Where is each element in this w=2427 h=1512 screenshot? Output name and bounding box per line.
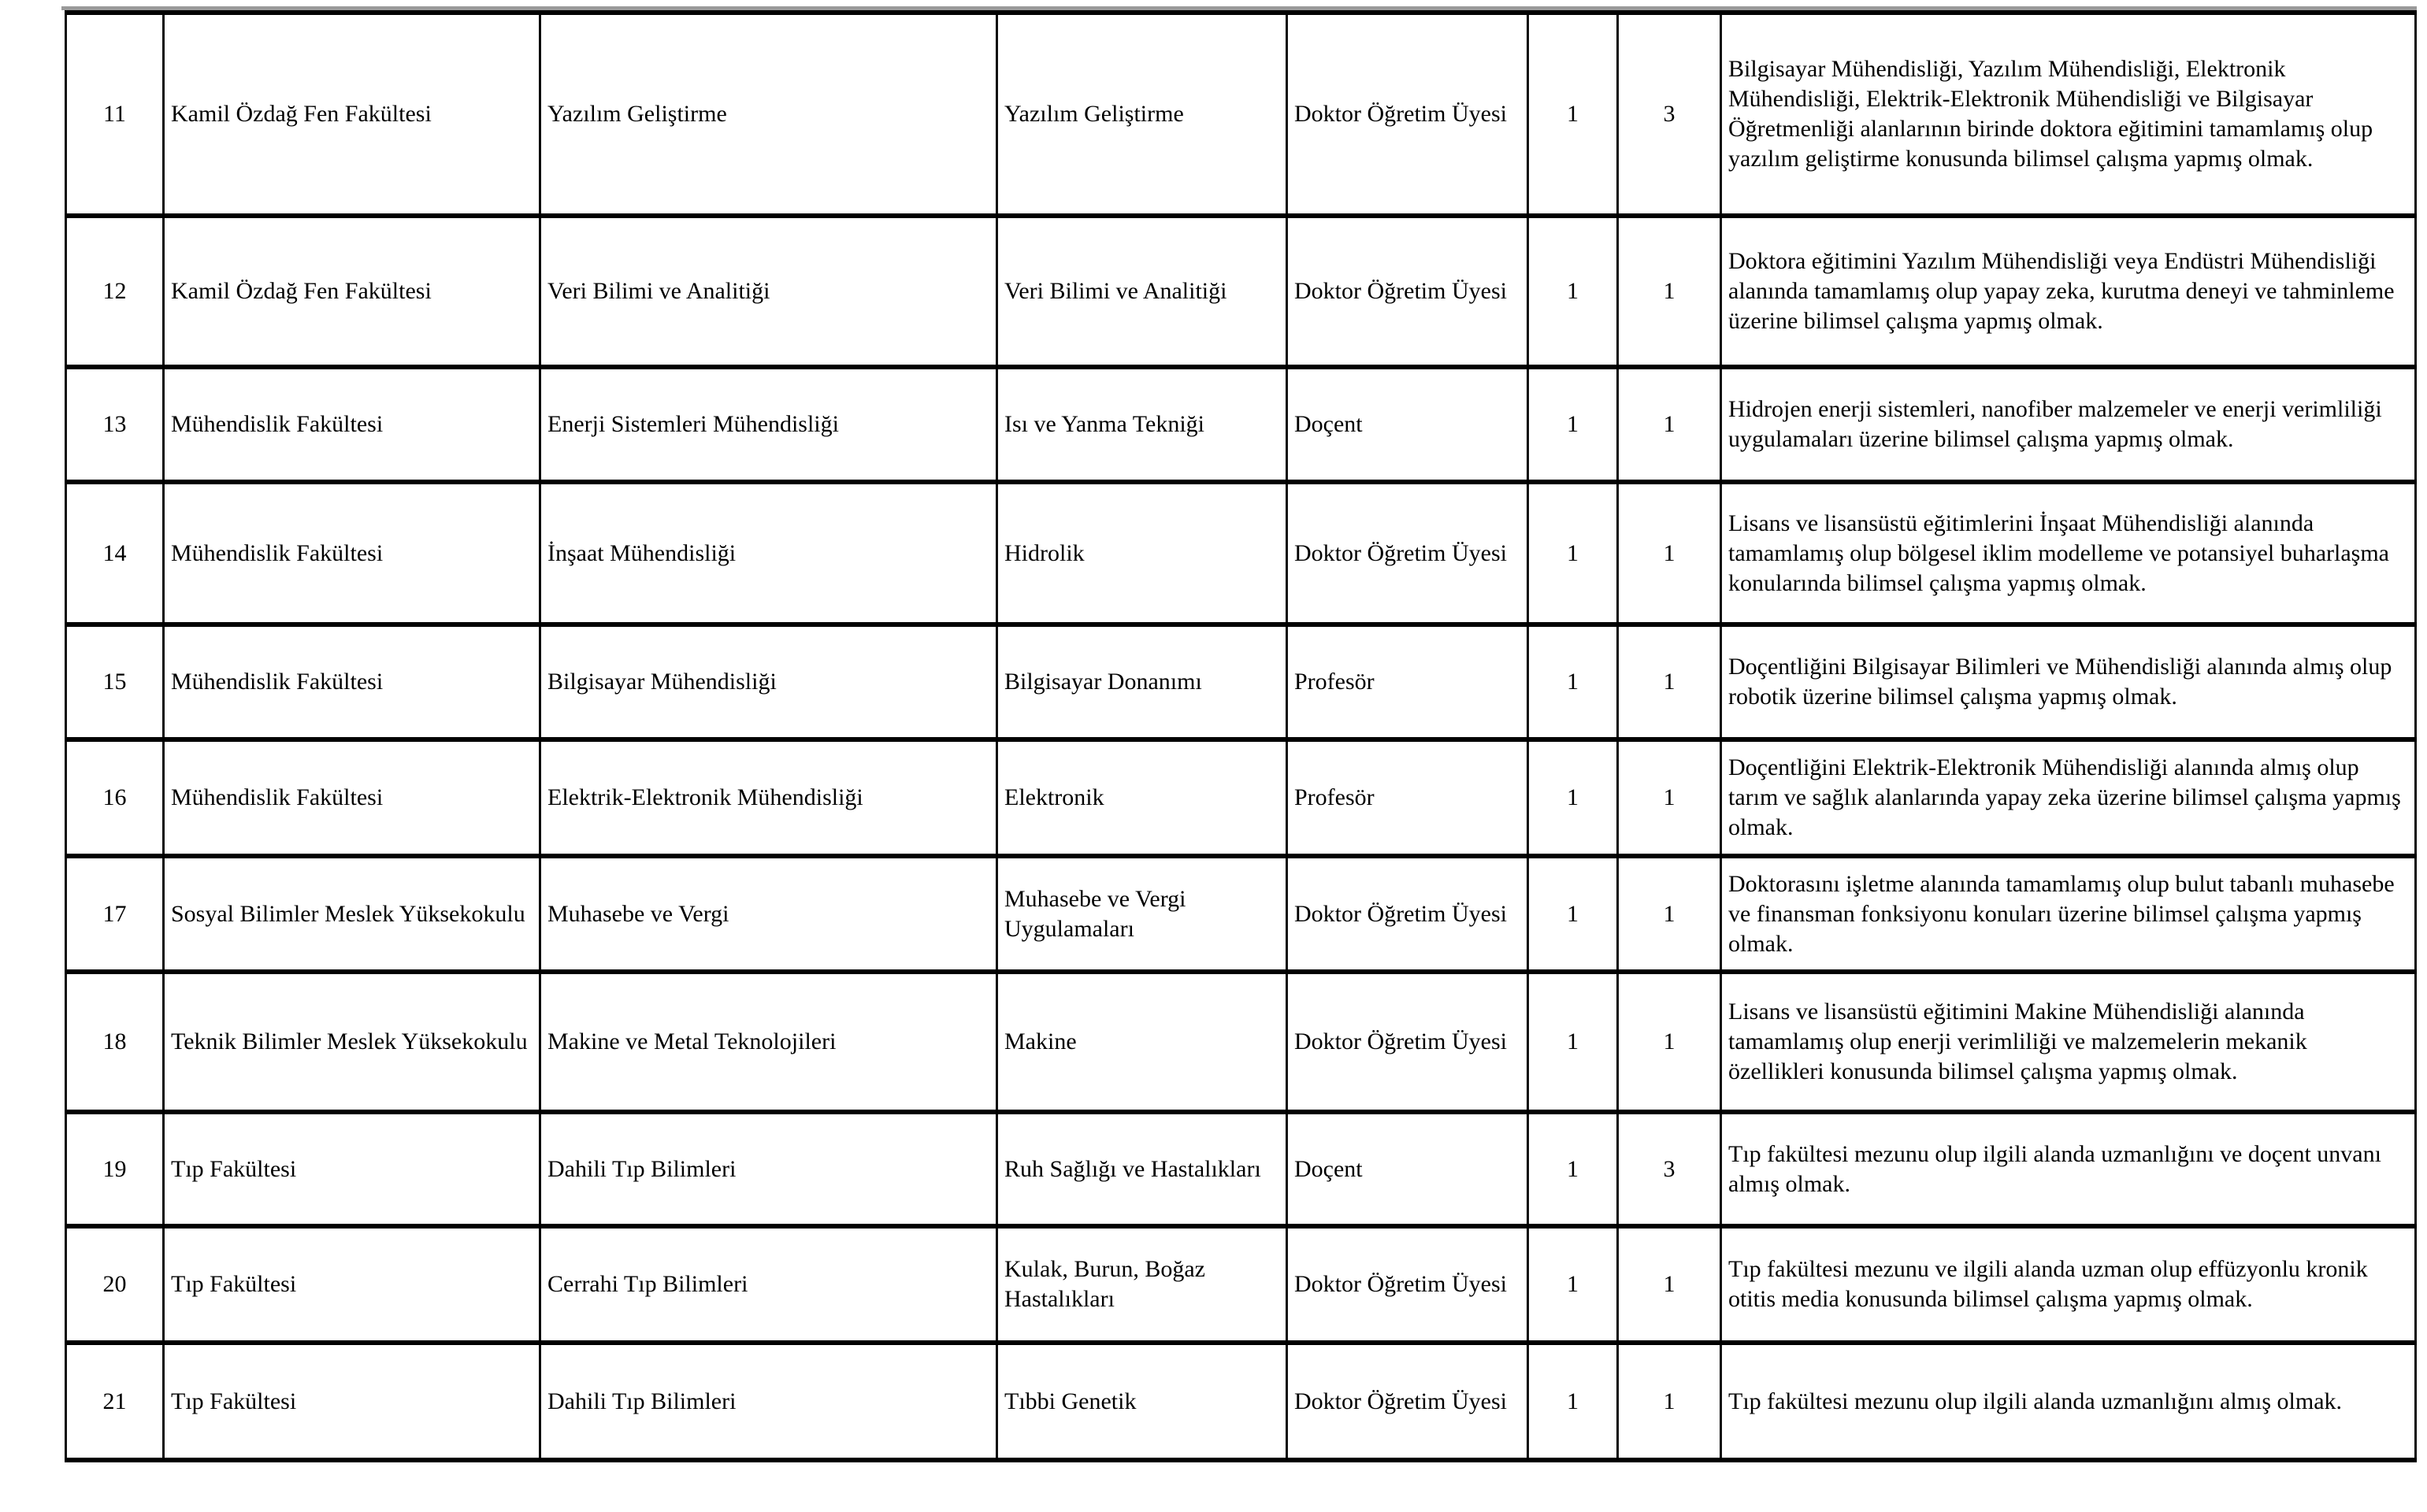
row-number-cell: 15: [66, 624, 164, 739]
department-cell: Cerrahi Tıp Bilimleri: [540, 1226, 997, 1343]
program-cell: Makine: [997, 972, 1287, 1112]
program-cell: Yazılım Geliştirme: [997, 13, 1287, 216]
count-cell-2: 1: [1618, 972, 1721, 1112]
requirements-cell: Doçentliğini Bilgisayar Bilimleri ve Mühendisliği alanında almış olup robotik üzerine bilimsel çalışma yapmış olmak.: [1721, 624, 2416, 739]
count-cell-1: 1: [1528, 624, 1618, 739]
requirements-cell: Tıp fakültesi mezunu ve ilgili alanda uzman olup effüzyonlu kronik otitis media konusunda bilimsel çalışma yapmış olmak.: [1721, 1226, 2416, 1343]
faculty-cell: Tıp Fakültesi: [164, 1343, 540, 1460]
program-cell: Kulak, Burun, Boğaz Hastalıkları: [997, 1226, 1287, 1343]
program-cell: Ruh Sağlığı ve Hastalıkları: [997, 1112, 1287, 1226]
count-cell-1: 1: [1528, 13, 1618, 216]
program-cell: Veri Bilimi ve Analitiği: [997, 216, 1287, 367]
count-cell-2: 1: [1618, 482, 1721, 624]
count-cell-1: 1: [1528, 1112, 1618, 1226]
department-cell: Makine ve Metal Teknolojileri: [540, 972, 997, 1112]
title-cell: Doktor Öğretim Üyesi: [1287, 1343, 1528, 1460]
row-number-cell: 12: [66, 216, 164, 367]
title-cell: Doktor Öğretim Üyesi: [1287, 972, 1528, 1112]
department-cell: Yazılım Geliştirme: [540, 13, 997, 216]
faculty-cell: Teknik Bilimler Meslek Yüksekokulu: [164, 972, 540, 1112]
count-cell-1: 1: [1528, 1343, 1618, 1460]
faculty-cell: Kamil Özdağ Fen Fakültesi: [164, 216, 540, 367]
count-cell-2: 3: [1618, 13, 1721, 216]
program-cell: Elektronik: [997, 739, 1287, 856]
faculty-cell: Tıp Fakültesi: [164, 1112, 540, 1226]
requirements-cell: Doçentliğini Elektrik-Elektronik Mühendisliği alanında almış olup tarım ve sağlık alanlarında yapay zeka üzerine bilimsel çalışma yapmış olmak.: [1721, 739, 2416, 856]
requirements-cell: Doktorasını işletme alanında tamamlamış olup bulut tabanlı muhasebe ve finansman fonksiyonu konuları üzerine bilimsel çalışma yapmış olmak.: [1721, 856, 2416, 972]
requirements-cell: Doktora eğitimini Yazılım Mühendisliği veya Endüstri Mühendisliği alanında tamamlamış olup yapay zeka, kurutma deneyi ve tahminleme üzerine bilimsel çalışma yapmış olmak.: [1721, 216, 2416, 367]
count-cell-2: 1: [1618, 739, 1721, 856]
table-row: [66, 367, 2416, 482]
academic-positions-table: [65, 10, 2417, 1462]
row-number-cell: 16: [66, 739, 164, 856]
row-number-cell: 18: [66, 972, 164, 1112]
department-cell: Muhasebe ve Vergi: [540, 856, 997, 972]
department-cell: Enerji Sistemleri Mühendisliği: [540, 367, 997, 482]
requirements-cell: Hidrojen enerji sistemleri, nanofiber malzemeler ve enerji verimliliği uygulamaları üzerine bilimsel çalışma yapmış olmak.: [1721, 367, 2416, 482]
title-cell: Doktor Öğretim Üyesi: [1287, 856, 1528, 972]
row-number-cell: 19: [66, 1112, 164, 1226]
count-cell-2: 1: [1618, 1343, 1721, 1460]
table-row: [66, 216, 2416, 367]
table-row: [66, 1226, 2416, 1343]
table-row: [66, 13, 2416, 216]
row-number-cell: 20: [66, 1226, 164, 1343]
requirements-cell: Tıp fakültesi mezunu olup ilgili alanda uzmanlığını almış olmak.: [1721, 1343, 2416, 1460]
count-cell-1: 1: [1528, 972, 1618, 1112]
table-row: [66, 1343, 2416, 1460]
faculty-cell: Mühendislik Fakültesi: [164, 482, 540, 624]
faculty-cell: Kamil Özdağ Fen Fakültesi: [164, 13, 540, 216]
requirements-cell: Lisans ve lisansüstü eğitimini Makine Mühendisliği alanında tamamlamış olup enerji verimliliği ve malzemelerin mekanik özellikleri konusunda bilimsel çalışma yapmış olmak.: [1721, 972, 2416, 1112]
requirements-cell: Lisans ve lisansüstü eğitimlerini İnşaat Mühendisliği alanında tamamlamış olup bölgesel iklim modelleme ve potansiyel buharlaşma konularında bilimsel çalışma yapmış olmak.: [1721, 482, 2416, 624]
department-cell: Elektrik-Elektronik Mühendisliği: [540, 739, 997, 856]
department-cell: Veri Bilimi ve Analitiği: [540, 216, 997, 367]
department-cell: Dahili Tıp Bilimleri: [540, 1343, 997, 1460]
title-cell: Doçent: [1287, 367, 1528, 482]
table-body: [66, 13, 2416, 1460]
title-cell: Profesör: [1287, 624, 1528, 739]
count-cell-1: 1: [1528, 482, 1618, 624]
table-row: [66, 856, 2416, 972]
count-cell-2: 1: [1618, 1226, 1721, 1343]
faculty-cell: Mühendislik Fakültesi: [164, 367, 540, 482]
requirements-cell: Tıp fakültesi mezunu olup ilgili alanda uzmanlığını ve doçent unvanı almış olmak.: [1721, 1112, 2416, 1226]
program-cell: Tıbbi Genetik: [997, 1343, 1287, 1460]
count-cell-1: 1: [1528, 367, 1618, 482]
title-cell: Doktor Öğretim Üyesi: [1287, 13, 1528, 216]
count-cell-1: 1: [1528, 1226, 1618, 1343]
table-row: [66, 1112, 2416, 1226]
faculty-cell: Sosyal Bilimler Meslek Yüksekokulu: [164, 856, 540, 972]
count-cell-2: 1: [1618, 367, 1721, 482]
table-row: [66, 624, 2416, 739]
table-row: [66, 482, 2416, 624]
table-row: [66, 739, 2416, 856]
title-cell: Doktor Öğretim Üyesi: [1287, 216, 1528, 367]
row-number-cell: 17: [66, 856, 164, 972]
count-cell-2: 1: [1618, 856, 1721, 972]
row-number-cell: 13: [66, 367, 164, 482]
count-cell-2: 1: [1618, 624, 1721, 739]
row-number-cell: 14: [66, 482, 164, 624]
program-cell: Hidrolik: [997, 482, 1287, 624]
title-cell: Doktor Öğretim Üyesi: [1287, 1226, 1528, 1343]
table-row: [66, 972, 2416, 1112]
title-cell: Profesör: [1287, 739, 1528, 856]
title-cell: Doktor Öğretim Üyesi: [1287, 482, 1528, 624]
faculty-cell: Tıp Fakültesi: [164, 1226, 540, 1343]
department-cell: Dahili Tıp Bilimleri: [540, 1112, 997, 1226]
count-cell-1: 1: [1528, 739, 1618, 856]
requirements-cell: Bilgisayar Mühendisliği, Yazılım Mühendisliği, Elektronik Mühendisliği, Elektrik-Elektronik Mühendisliği ve Bilgisayar Öğretmenliği alanlarının birinde doktora eğitimini tamamlamış olup yazılım geliştirme konusunda bilimsel çalışma yapmış olmak.: [1721, 13, 2416, 216]
title-cell: Doçent: [1287, 1112, 1528, 1226]
faculty-cell: Mühendislik Fakültesi: [164, 739, 540, 856]
department-cell: Bilgisayar Mühendisliği: [540, 624, 997, 739]
program-cell: Isı ve Yanma Tekniği: [997, 367, 1287, 482]
count-cell-2: 3: [1618, 1112, 1721, 1226]
row-number-cell: 21: [66, 1343, 164, 1460]
row-number-cell: 11: [66, 13, 164, 216]
program-cell: Bilgisayar Donanımı: [997, 624, 1287, 739]
department-cell: İnşaat Mühendisliği: [540, 482, 997, 624]
faculty-cell: Mühendislik Fakültesi: [164, 624, 540, 739]
count-cell-1: 1: [1528, 856, 1618, 972]
program-cell: Muhasebe ve Vergi Uygulamaları: [997, 856, 1287, 972]
count-cell-2: 1: [1618, 216, 1721, 367]
count-cell-1: 1: [1528, 216, 1618, 367]
